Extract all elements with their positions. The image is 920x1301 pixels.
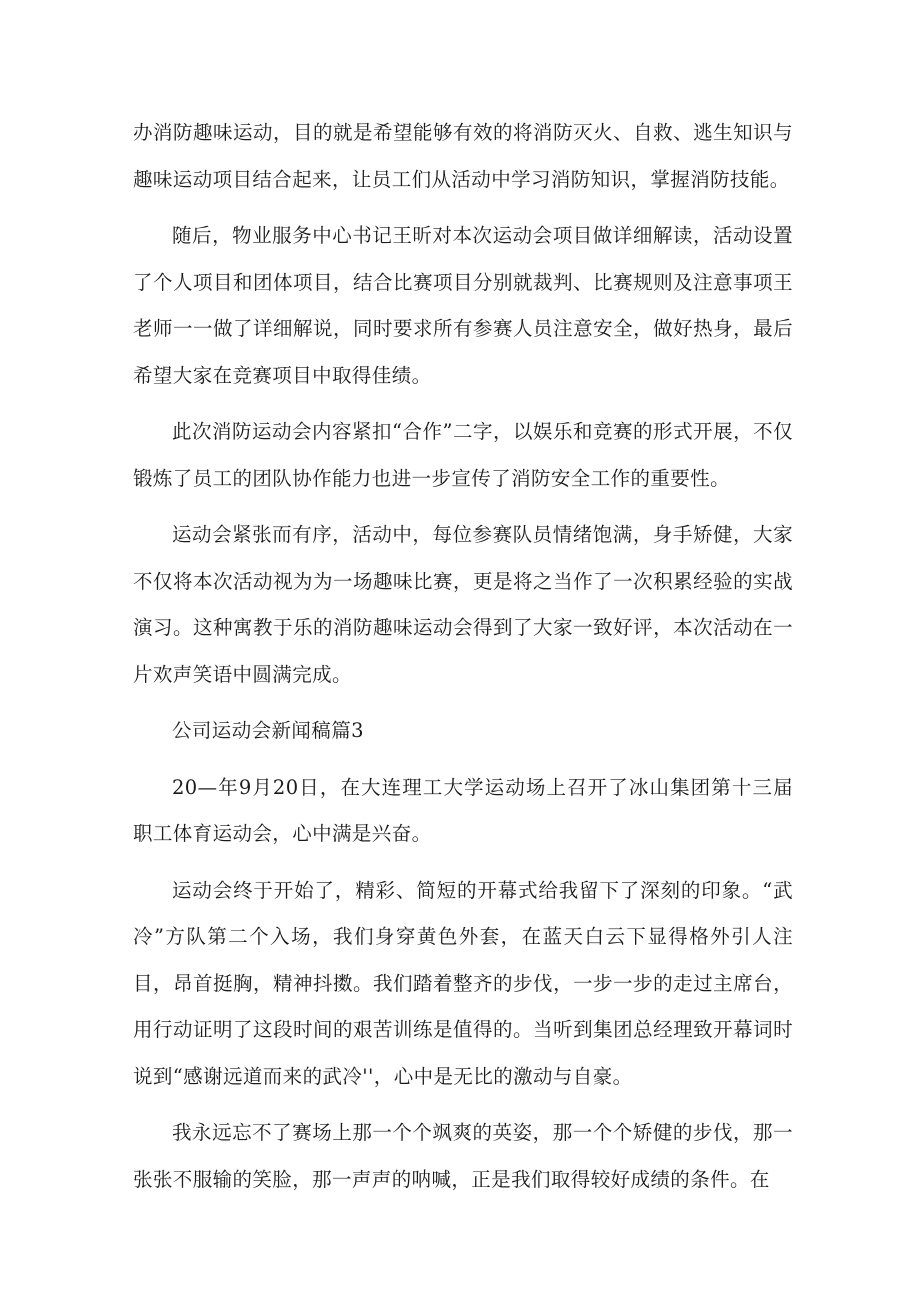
paragraph-6: 运动会终于开始了，精彩、简短的开幕式给我留下了深刻的印象。“武冷”方队第二个入场，我们身穿黄色外套，在蓝天白云下显得格外引人注目，昂首挺胸，精神抖擞。我们踏着整齐的步伐，一步一步的走过主席台，用行动证明了这段时间的艰苦训练是值得的。当听到集团总经理致开幕词时说到“感谢远道而来的武冷''，心中是无比的激动与自豪。 (133, 878, 793, 1088)
paragraph-1: 办消防趣味运动，目的就是希望能够有效的将消防灭火、自救、逃生知识与趣味运动项目结合起来，让员工们从活动中学习消防知识，掌握消防技能。 (133, 121, 793, 191)
paragraph-5: 20—年9月20日，在大连理工大学运动场上召开了冰山集团第十三届职工体育运动会，心中满是兴奋。 (133, 775, 793, 845)
paragraph-4: 运动会紧张而有序，活动中，每位参赛队员情绪饱满，身手矫健，大家不仅将本次活动视为为一场趣味比赛，更是将之当作了一次积累经验的实战演习。这种寓教于乐的消防趣味运动会得到了大家一致好评，本次活动在一片欢声笑语中圆满完成。 (133, 523, 793, 686)
section-title: 公司运动会新闻稿篇3 (172, 719, 364, 742)
paragraph-2: 随后，物业服务中心书记王昕对本次运动会项目做详细解读，活动设置了个人项目和团体项目，结合比赛项目分别就裁判、比赛规则及注意事项王老师一一做了详细解说，同时要求所有参赛人员注意安全，做好热身，最后希望大家在竞赛项目中取得佳绩。 (133, 224, 793, 387)
paragraph-3: 此次消防运动会内容紧扣“合作”二字，以娱乐和竞赛的形式开展，不仅锻炼了员工的团队协作能力也进一步宣传了消防安全工作的重要性。 (133, 420, 793, 490)
document-body (133, 110, 793, 1213)
paragraph-7: 我永远忘不了赛场上那一个个飒爽的英姿，那一个个矫健的步伐，那一张张不服输的笑脸，那一声声的呐喊，正是我们取得较好成绩的条件。在 (133, 1121, 793, 1191)
